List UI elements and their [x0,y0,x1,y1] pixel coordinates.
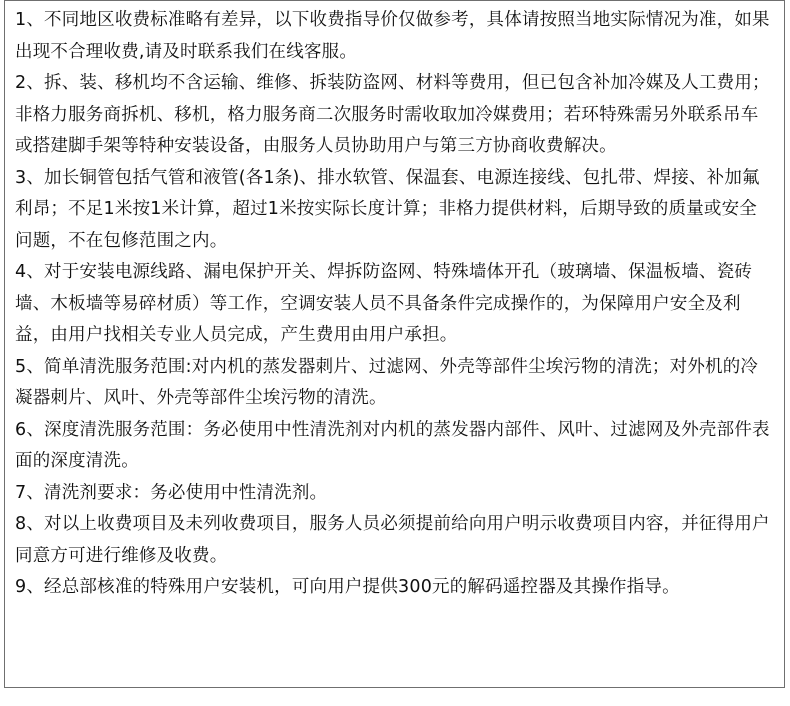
notice-item-5: 5、简单清洗服务范围:对内机的蒸发器刺片、过滤网、外壳等部件尘埃污物的清洗；对外机的冷凝器刺片、风叶、外壳等部件尘埃污物的清洗。 [15,356,759,408]
notice-item-1: 1、不同地区收费标准略有差异，以下收费指导价仅做参考，具体请按照当地实际情况为准，如果出现不合理收费,请及时联系我们在线客服。 [15,10,770,62]
notice-item-4: 4、对于安装电源线路、漏电保护开关、焊拆防盗网、特殊墙体开孔（玻璃墙、保温板墙、瓷砖墙、木板墙等易碎材质）等工作，空调安装人员不具备条件完成操作的，为保障用户安全及利益，由用户找相关专业人员完成，产生费用由用户承担。 [15,262,753,345]
fee-notice-panel [4,0,785,688]
notice-item-9: 9、经总部核准的特殊用户安装机，可向用户提供300元的解码遥控器及其操作指导。 [15,577,680,597]
notice-item-6: 6、深度清洗服务范围：务必使用中性清洗剂对内机的蒸发器内部件、风叶、过滤网及外壳部件表面的深度清洗。 [15,419,770,471]
notice-item-2: 2、拆、装、移机均不含运输、维修、拆装防盗网、材料等费用，但已包含补加冷媒及人工费用；非格力服务商拆机、移机，格力服务商二次服务时需收取加冷媒费用；若环特殊需另外联系吊车或搭建脚手架等特种安装设备，由服务人员协助用户与第三方协商收费解决。 [15,73,770,156]
notice-item-7: 7、清洗剂要求：务必使用中性清洗剂。 [15,482,328,503]
notice-item-8: 8、对以上收费项目及未列收费项目，服务人员必须提前给向用户明示收费项目内容，并征得用户同意方可进行维修及收费。 [15,514,770,566]
notice-item-3: 3、加长铜管包括气管和液管(各1条)、排水软管、保温套、电源连接线、包扎带、焊接、补加氟利昂；不足1米按1米计算，超过1米按实际长度计算；非格力提供材料，后期导致的质量或安全问题，不在包修范围之内。 [15,167,760,251]
